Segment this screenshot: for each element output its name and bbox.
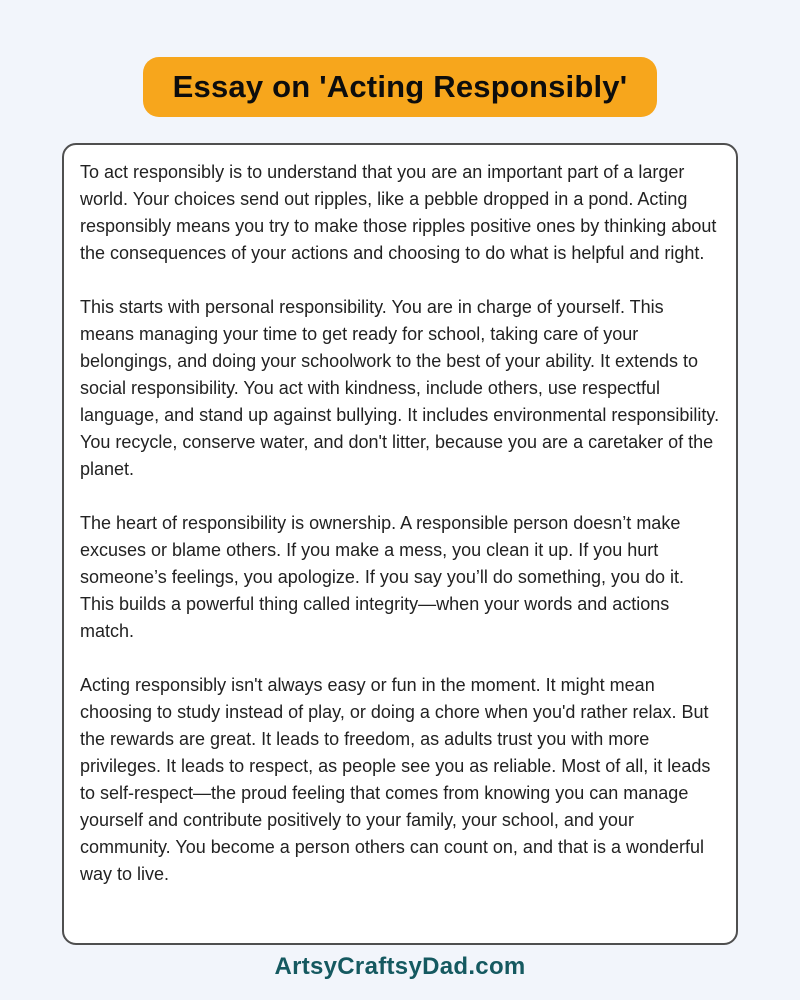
essay-paragraph: This starts with personal responsibility. You are in charge of yourself. This means managing your time to get ready for school, taking care of your belongings, and doing your schoolwork to the best of your ability. It extends to social responsibility. You act with kindness, include others, use respectful language, and stand up against bullying. It includes environmental responsibility. You recycle, conserve water, and don't litter, because you are a caretaker of the planet. — [80, 296, 720, 479]
essay-body-box — [62, 143, 738, 945]
page-title: Essay on 'Acting Responsibly' — [172, 69, 628, 104]
page-title-badge — [143, 57, 658, 117]
essay-paragraph: To act responsibly is to understand that you are an important part of a larger world. Your choices send out ripples, like a pebble dropped in a pond. Acting responsibly means you try to make those ripples positive ones by thinking about the consequences of your actions and choosing to do what is helpful and right. — [80, 161, 717, 263]
title-area — [143, 57, 658, 117]
site-name: ArtsyCraftsyDad.com — [274, 952, 526, 980]
essay-paragraph: Acting responsibly isn't always easy or fun in the moment. It might mean choosing to study instead of play, or doing a chore when you'd rather relax. But the rewards are great. It leads to freedom, as adults trust you with more privileges. It leads to respect, as people see you as reliable. Most of all, it leads to self-respect—the proud feeling that comes from knowing you can manage yourself and contribute positively to your family, your school, and your community. You become a person others can count on, and that is a wonderful way to live. — [80, 674, 711, 884]
site-footer — [274, 953, 525, 981]
essay-paragraph: The heart of responsibility is ownership. A responsible person doesn’t make excuses or blame others. If you make a mess, you clean it up. If you hurt someone’s feelings, you apologize. If you say you’ll do something, you do it. This builds a powerful thing called integrity—when your words and actions match. — [80, 512, 685, 641]
